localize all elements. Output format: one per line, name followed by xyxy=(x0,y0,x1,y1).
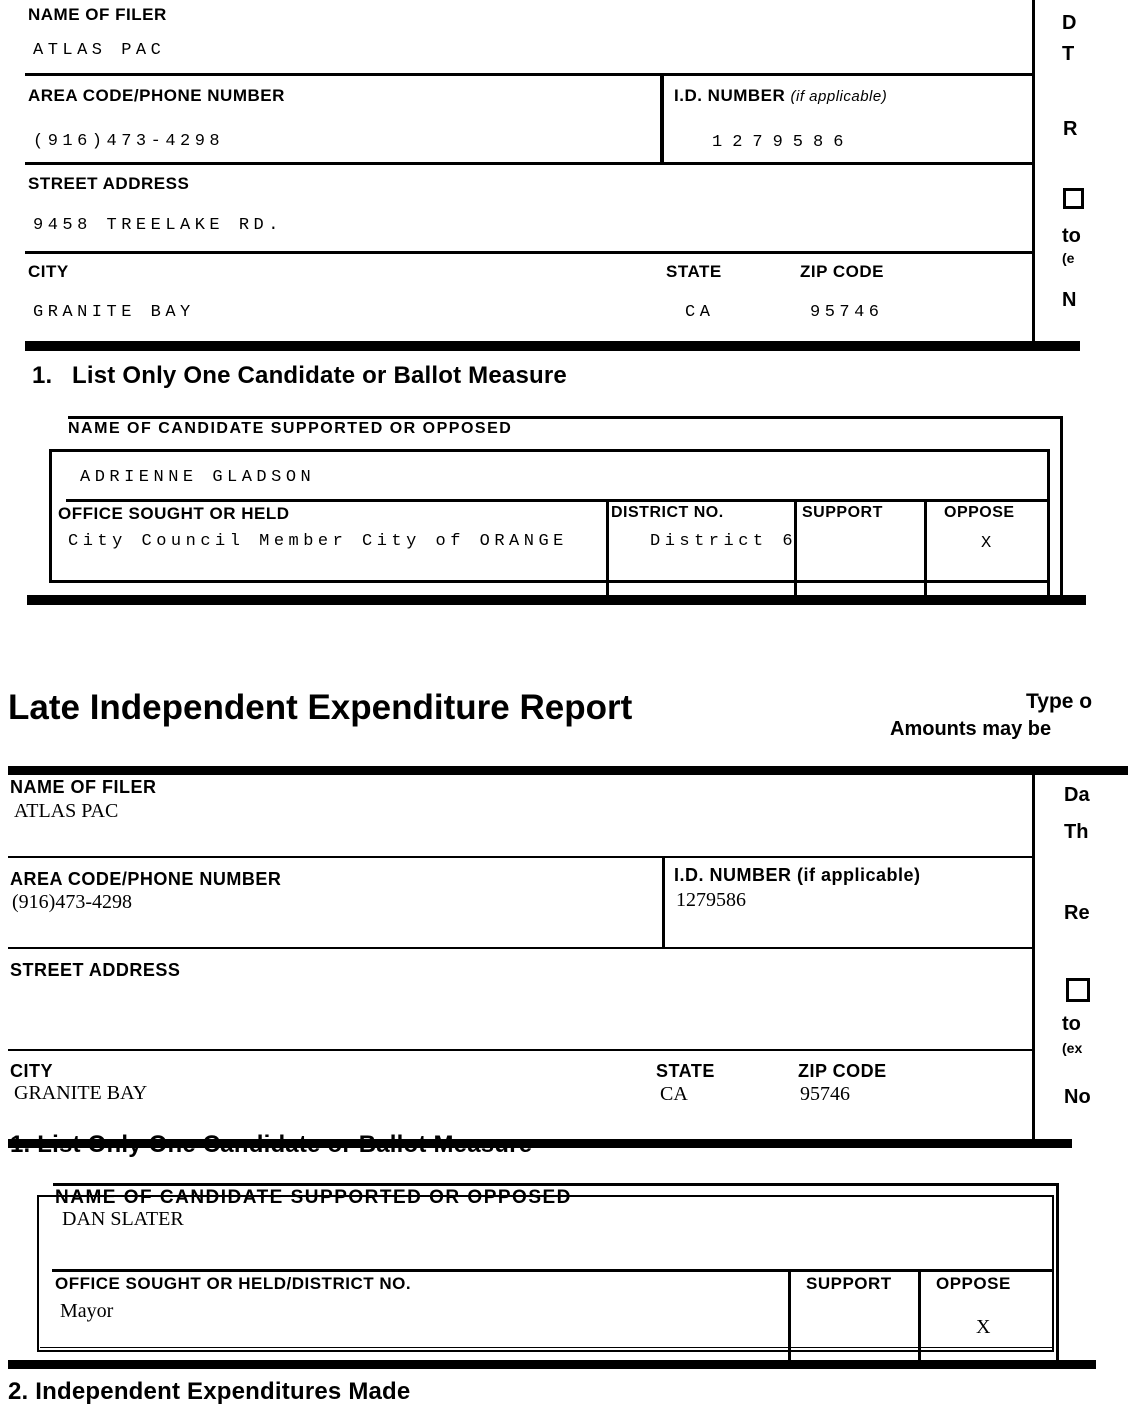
f1-box-right-stub xyxy=(1047,583,1050,595)
f1-oppose-value: X xyxy=(981,534,996,553)
f2-margin-note-4: to xyxy=(1062,1013,1081,1035)
f2-phone-label: AREA CODE/PHONE NUMBER xyxy=(10,869,282,889)
f1-candidate-outer-border xyxy=(1060,416,1063,597)
f1-state-value: CA xyxy=(685,303,715,322)
f2-amendment-checkbox xyxy=(1066,978,1090,1002)
f2-state-label: STATE xyxy=(656,1061,715,1081)
f2-section1-heading: 1. List Only One Candidate or Ballot Measure xyxy=(10,1131,533,1158)
f1-district-label: DISTRICT NO. xyxy=(611,504,724,521)
f1-street-label: STREET ADDRESS xyxy=(28,174,190,193)
f2-title-rule xyxy=(8,766,1128,775)
f1-row-divider xyxy=(25,162,1034,165)
f2-phone-value: (916)473-4298 xyxy=(12,891,132,913)
f2-filer-name-value: ATLAS PAC xyxy=(14,800,119,822)
f1-row-divider xyxy=(25,73,1034,76)
f2-street-label: STREET ADDRESS xyxy=(10,960,181,980)
f2-candidate-label: NAME OF CANDIDATE SUPPORTED OR OPPOSED xyxy=(55,1187,572,1208)
f2-margin-note-3: Re xyxy=(1064,902,1090,924)
f1-state-label: STATE xyxy=(666,262,722,281)
f2-oppose-label: OPPOSE xyxy=(936,1274,1011,1293)
f1-district-col-line xyxy=(606,499,609,595)
f1-id-label xyxy=(674,86,887,106)
f1-candidate-label-rule xyxy=(68,416,1063,419)
f1-margin-note-1: D xyxy=(1062,12,1077,34)
f1-margin-note-3: R xyxy=(1063,118,1078,140)
f1-id-label-note: (if applicable) xyxy=(790,88,888,105)
f2-office-value: Mayor xyxy=(60,1300,114,1322)
f2-row-divider xyxy=(8,1049,1034,1051)
f2-state-value: CA xyxy=(660,1083,688,1105)
f1-margin-note-2: T xyxy=(1062,43,1075,65)
f2-section1-bottom-rule xyxy=(8,1360,1096,1369)
f2-office-label: OFFICE SOUGHT OR HELD/DISTRICT NO. xyxy=(55,1274,412,1293)
f1-row-divider xyxy=(25,251,1034,254)
f1-section1-number: 1. xyxy=(32,362,53,389)
f1-street-value: 9458 TREELAKE RD. xyxy=(33,216,283,235)
f1-zip-value: 95746 xyxy=(810,303,884,322)
f1-right-border xyxy=(1032,0,1035,341)
f1-candidate-value: ADRIENNE GLADSON xyxy=(80,468,316,487)
f2-id-value: 1279586 xyxy=(676,889,746,911)
f2-candidate-value: DAN SLATER xyxy=(62,1208,184,1230)
f2-id-label: I.D. NUMBER (if applicable) xyxy=(674,865,921,885)
f1-section1-heading: List Only One Candidate or Ballot Measure xyxy=(72,362,567,389)
f1-office-label: OFFICE SOUGHT OR HELD xyxy=(58,504,290,523)
f2-box-double-bottom xyxy=(40,1347,1054,1348)
f2-oppose-value: X xyxy=(976,1316,991,1338)
f1-zip-label: ZIP CODE xyxy=(800,262,884,281)
f2-margin-note-1: Da xyxy=(1064,784,1090,806)
f2-margin-note-5: (ex xyxy=(1062,1040,1083,1056)
f1-margin-note-4: to xyxy=(1062,225,1081,247)
f1-office-value: City Council Member City of ORANGE xyxy=(68,532,568,551)
f1-candidate-label: NAME OF CANDIDATE SUPPORTED OR OPPOSED xyxy=(68,420,513,437)
f2-city-value: GRANITE BAY xyxy=(14,1082,148,1104)
f2-filer-name-label: NAME OF FILER xyxy=(10,777,157,797)
f1-phone-value: (916)473-4298 xyxy=(33,132,225,151)
f1-id-cell-divider xyxy=(660,73,664,165)
f1-city-value: GRANITE BAY xyxy=(33,303,195,322)
f2-candidate-outer-border xyxy=(1056,1183,1059,1360)
f1-margin-note-5: (e xyxy=(1062,250,1075,266)
f1-filer-name-value: ATLAS PAC xyxy=(33,41,166,60)
f2-candidate-label-rule xyxy=(53,1183,1059,1186)
f1-id-label-text: I.D. NUMBER xyxy=(674,86,786,105)
f1-margin-note-6: N xyxy=(1062,289,1077,311)
f2-zip-value: 95746 xyxy=(800,1083,850,1105)
f1-id-value: 1279586 xyxy=(712,133,854,152)
f2-id-cell-divider xyxy=(662,856,665,947)
f2-office-row-rule xyxy=(52,1269,1054,1272)
f2-print-note: Type o xyxy=(1026,690,1093,713)
f1-district-value: District 6 xyxy=(650,532,798,551)
f2-section2-heading-clipped: 2. Independent Expenditures Made xyxy=(8,1378,411,1405)
f1-amendment-checkbox xyxy=(1063,188,1084,209)
f2-city-label: CITY xyxy=(10,1061,54,1081)
f2-title: Late Independent Expenditure Report xyxy=(8,688,633,727)
f2-row-divider xyxy=(8,856,1034,858)
f2-oppose-col-line xyxy=(918,1269,921,1360)
f2-zip-label: ZIP CODE xyxy=(798,1061,887,1081)
f1-office-row-rule xyxy=(66,499,1050,502)
f1-oppose-col-line xyxy=(924,499,927,595)
f1-filer-bottom-rule xyxy=(25,341,1080,351)
f1-section1-bottom-rule xyxy=(27,595,1086,605)
f1-oppose-label: OPPOSE xyxy=(944,504,1015,521)
f2-amounts-note: Amounts may be xyxy=(890,718,1052,740)
f2-row-divider xyxy=(8,947,1034,949)
f1-support-label: SUPPORT xyxy=(802,504,883,521)
f2-right-border xyxy=(1032,775,1035,1148)
f2-support-col-line xyxy=(788,1269,791,1360)
f1-city-label: CITY xyxy=(28,262,69,281)
f2-support-label: SUPPORT xyxy=(806,1274,892,1293)
f1-phone-label: AREA CODE/PHONE NUMBER xyxy=(28,86,285,105)
f2-margin-note-2: Th xyxy=(1064,821,1089,843)
f1-filer-name-label: NAME OF FILER xyxy=(28,5,167,24)
f2-margin-note-6: No xyxy=(1064,1086,1091,1108)
